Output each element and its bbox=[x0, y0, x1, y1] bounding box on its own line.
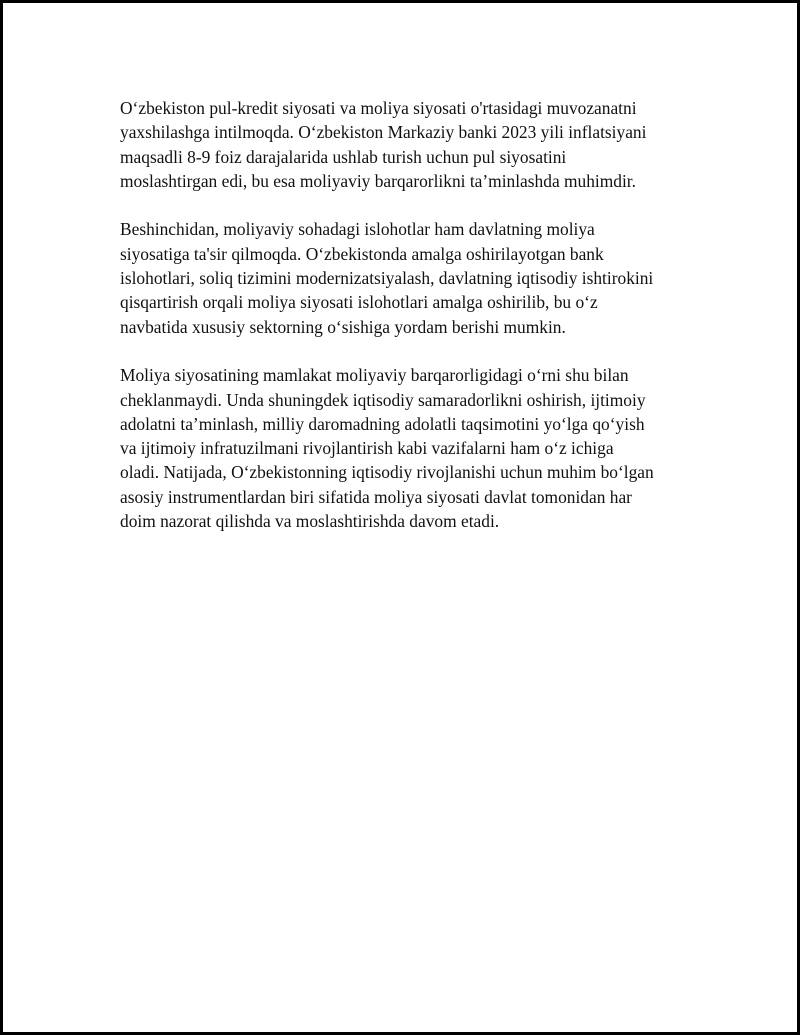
text-line: yaxshilashga intilmoqda. O‘zbekiston Markaziy banki 2023 yili inflatsiyani bbox=[120, 122, 647, 143]
text-line: Moliya siyosatining mamlakat moliyaviy barqarorligidagi o‘rni shu bilan bbox=[120, 365, 629, 386]
text-line: doim nazorat qilishda va moslashtirishda davom etadi. bbox=[120, 511, 500, 532]
text-line: adolatni ta’minlash, milliy daromadning adolatli taqsimotini yo‘lga qo‘yish bbox=[120, 413, 645, 434]
text-line: va ijtimoiy infratuzilmani rivojlantirish kabi vazifalarni ham o‘z ichiga bbox=[120, 438, 614, 459]
document-body bbox=[120, 96, 700, 558]
text-line: navbatida xususiy sektorning o‘sishiga yordam berishi mumkin. bbox=[120, 316, 566, 337]
text-line: O‘zbekiston pul-kredit siyosati va moliya siyosati o'rtasidagi muvozanatni bbox=[120, 98, 637, 118]
text-line: Beshinchidan, moliyaviy sohadagi islohotlar ham davlatning moliya bbox=[120, 219, 595, 240]
text-line: oladi. Natijada, O‘zbekistonning iqtisodiy rivojlanishi uchun muhim bo‘lgan bbox=[120, 462, 654, 483]
text-line: maqsadli 8-9 foiz darajalarida ushlab turish uchun pul siyosatini bbox=[120, 146, 567, 167]
text-line: cheklanmaydi. Unda shuningdek iqtisodiy samaradorlikni oshirish, ijtimoiy bbox=[120, 389, 646, 410]
paragraph-financial-reforms bbox=[120, 217, 700, 338]
text-line: asosiy instrumentlardan biri sifatida moliya siyosati davlat tomonidan har bbox=[120, 486, 632, 507]
paragraph-monetary-policy bbox=[120, 96, 700, 193]
text-line: moslashtirgan edi, bu esa moliyaviy barqarorlikni ta’minlashda muhimdir. bbox=[120, 170, 636, 191]
text-line: islohotlari, soliq tizimini modernizatsiyalash, davlatning iqtisodiy ishtirokini bbox=[120, 268, 654, 289]
text-line: qisqartirish orqali moliya siyosati islohotlari amalga oshirilib, bu o‘z bbox=[120, 292, 598, 313]
text-line: siyosatiga ta'sir qilmoqda. O‘zbekistonda amalga oshirilayotgan bank bbox=[120, 243, 604, 264]
paragraph-fiscal-role bbox=[120, 363, 700, 533]
